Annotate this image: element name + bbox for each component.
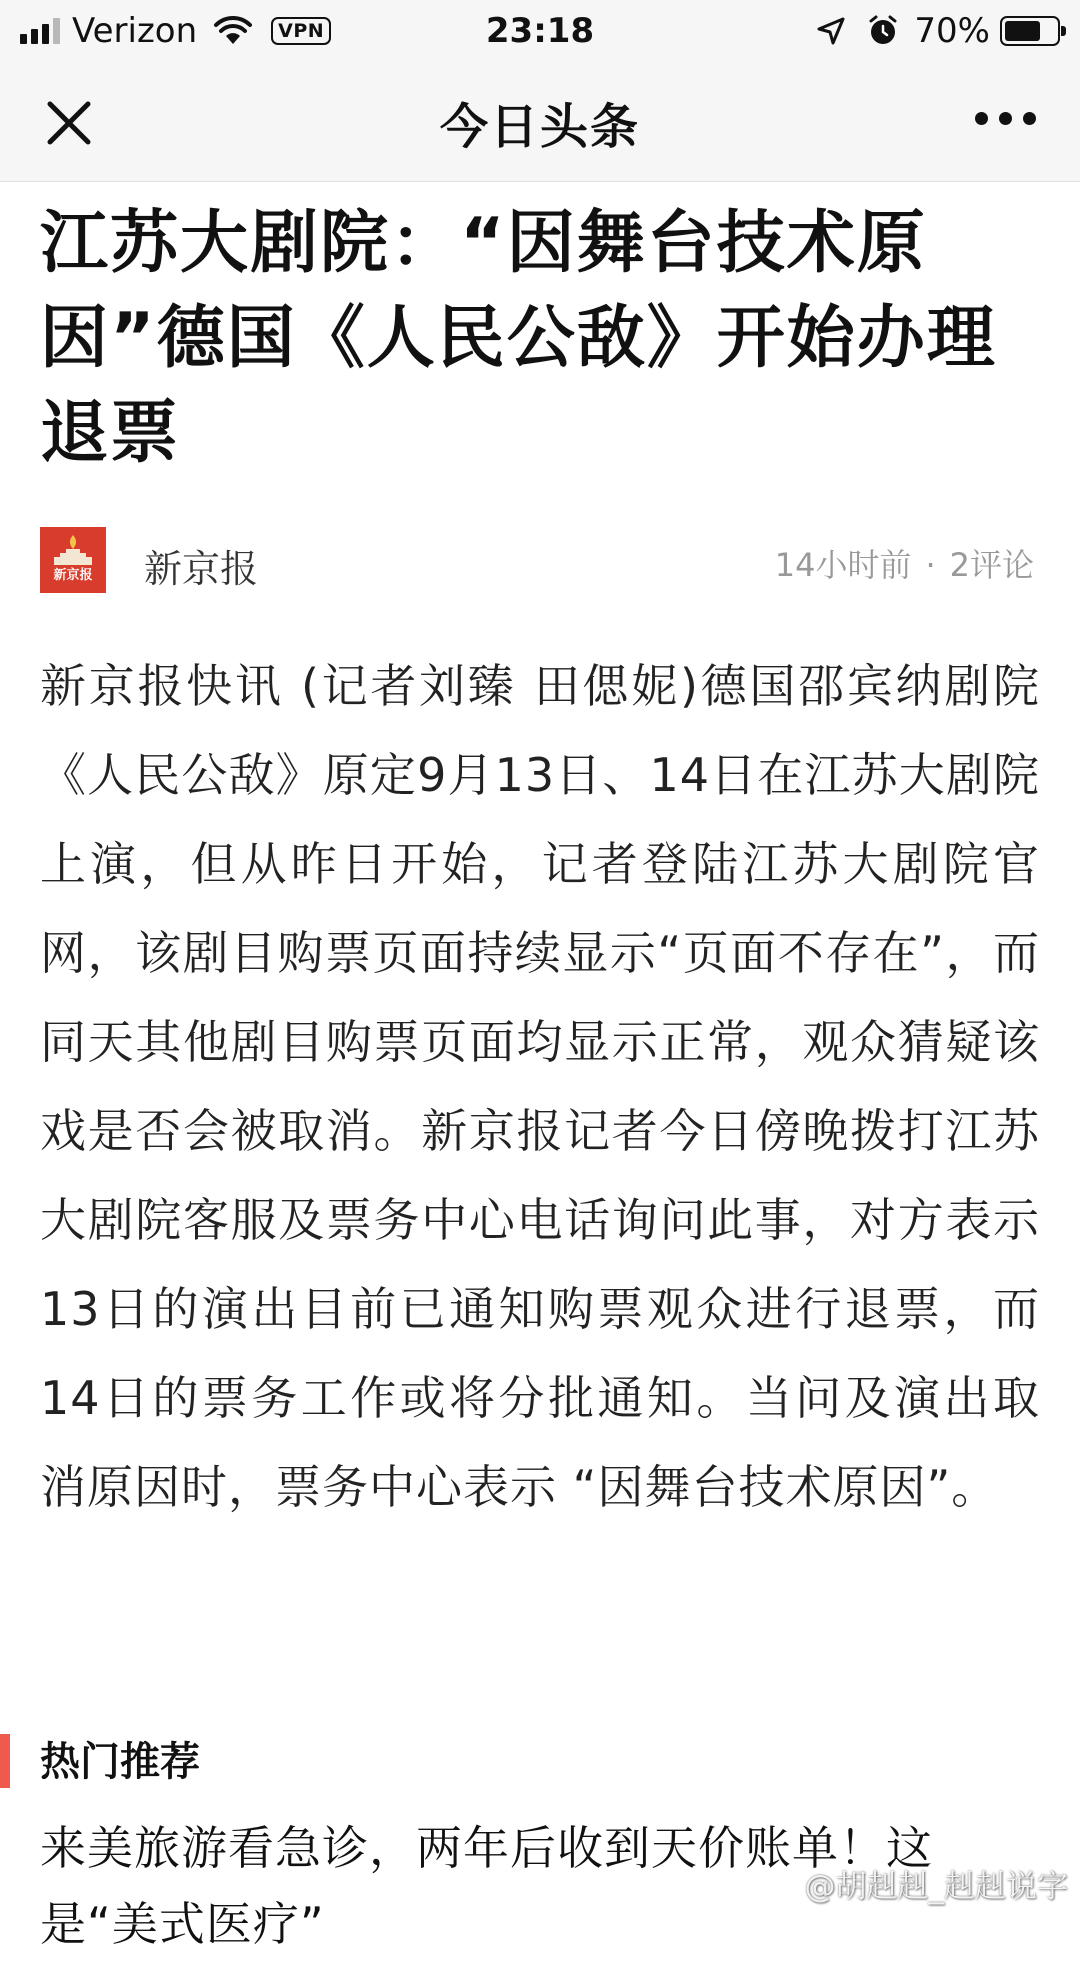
newspaper-logo-icon — [40, 527, 106, 593]
carrier-name: Verizon — [72, 11, 198, 51]
wifi-icon — [213, 16, 253, 46]
watermark — [755, 1861, 1069, 1906]
weibo-icon — [755, 1866, 799, 1902]
source-logo[interactable] — [40, 527, 106, 593]
status-right — [816, 10, 1060, 52]
section-accent-bar — [0, 1734, 10, 1788]
nav-title: 今日头条 — [439, 99, 640, 155]
article-body: 新京报快讯 (记者刘臻 田偲妮)德国邵宾纳剧院《人民公敌》原定9月13日、14日在江苏大剧院上演，但从昨日开始，记者登陆江苏大剧院官网，该剧目购票页面持续显示“页面不存在”，而同天其他剧目购票页面均显示正常，观众猜疑该戏是否会被取消。新京报记者今日傍晚拨打江苏大剧院客服及票务中心电话询问此事，对方表示13日的演出目前已通知购票观众进行退票，而14日的票务工作或将分批通知。当问及演出取消原因时，票务中心表示 “因舞台技术原因”。 — [40, 659, 1040, 1514]
nav-bar — [0, 62, 1080, 182]
article-headline: 江苏大剧院：“因舞台技术原因”德国《人民公敌》开始办理退票 — [40, 204, 997, 473]
svg-text:新京报: 新京报 — [53, 568, 93, 583]
meta-separator: · — [925, 546, 936, 584]
recommendations-heading: 热门推荐 — [40, 1739, 200, 1785]
battery-percent: 70% — [914, 11, 990, 51]
watermark-text: @胡赳赳_赳赳说字 — [804, 1869, 1068, 1905]
battery-icon — [1000, 16, 1060, 46]
status-bar — [0, 0, 1080, 62]
article-meta — [775, 540, 1034, 586]
status-time: 23:18 — [485, 11, 595, 51]
alarm-icon — [868, 15, 898, 47]
time-ago: 14小时前 — [774, 546, 912, 584]
recommendation-item[interactable]: 来美旅游看急诊，两年后收到天价账单！这是“美式医疗” — [40, 1821, 933, 1951]
signal-icon — [20, 18, 60, 44]
source-name[interactable]: 新京报 — [144, 547, 259, 591]
comment-count[interactable]: 2评论 — [949, 546, 1034, 584]
article-byline — [40, 524, 1040, 594]
close-icon[interactable] — [44, 98, 94, 148]
battery-level — [1005, 21, 1040, 41]
location-arrow-icon — [816, 16, 846, 46]
status-left — [20, 10, 331, 52]
vpn-badge: VPN — [271, 17, 331, 45]
more-icon[interactable] — [975, 112, 1036, 125]
